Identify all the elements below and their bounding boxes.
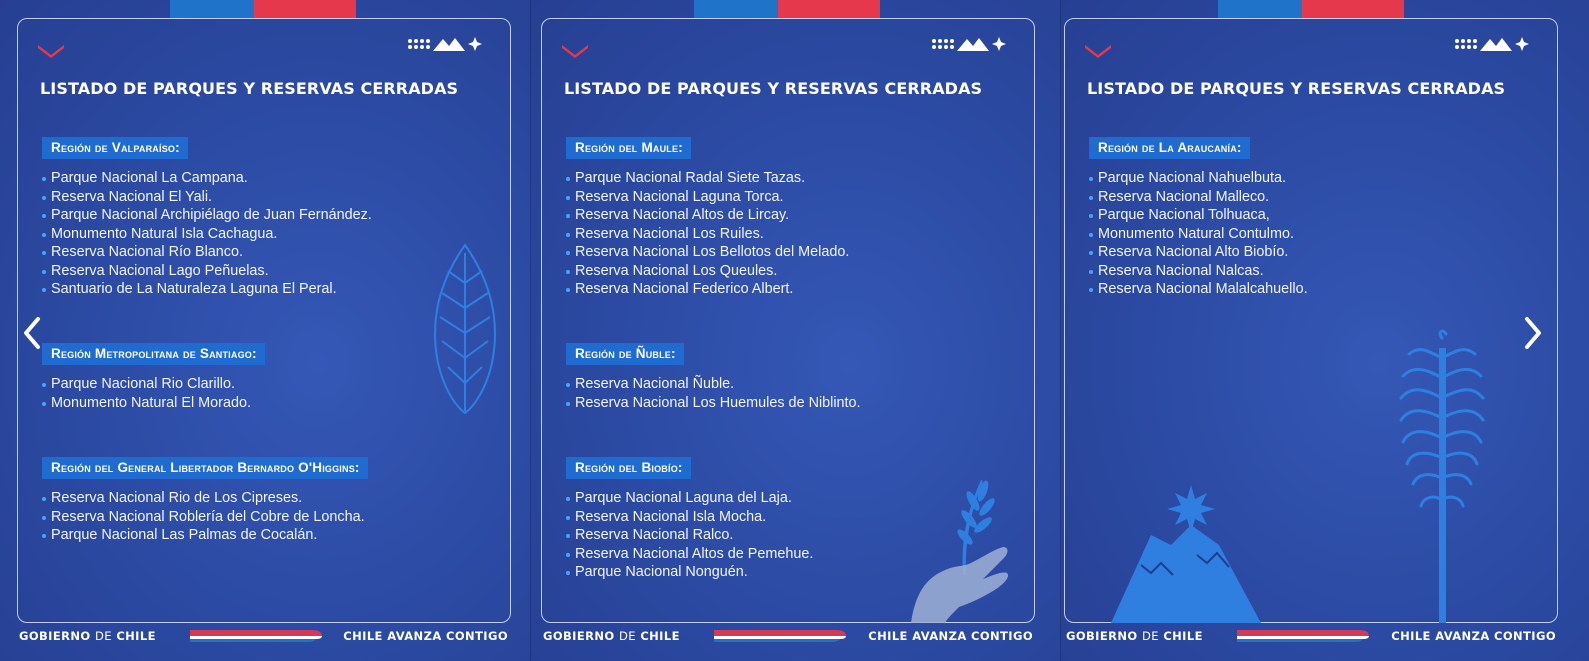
flag-stripe-red: [778, 0, 880, 18]
leaf-illustration-icon: [430, 243, 500, 415]
list-item: Reserva Nacional Nalcas.: [1089, 262, 1308, 281]
chevron-down-icon: [1085, 45, 1111, 58]
park-list: [42, 489, 368, 545]
chevron-down-icon: [562, 45, 588, 58]
list-item: Parque Nacional Laguna del Laja.: [566, 489, 813, 508]
park-list: [42, 375, 265, 412]
list-item: Parque Nacional Rio Clarillo.: [42, 375, 265, 394]
slogan: CHILE AVANZA CONTIGO: [1391, 629, 1556, 643]
chevron-right-icon[interactable]: [1521, 315, 1545, 351]
park-list: [566, 375, 861, 412]
park-list: [42, 169, 372, 299]
slogan: CHILE AVANZA CONTIGO: [343, 629, 508, 643]
list-item: Parque Nacional Nonguén.: [566, 563, 813, 582]
gov-bold-2: CHILE: [116, 629, 156, 643]
list-item: Reserva Nacional Los Huemules de Niblinto.: [566, 394, 861, 413]
list-item: Reserva Nacional Los Bellotos del Melado.: [566, 243, 849, 262]
list-item: Reserva Nacional Alto Biobío.: [1089, 243, 1308, 262]
list-item: Reserva Nacional Altos de Pemehue.: [566, 545, 813, 564]
list-item: Parque Nacional Radal Siete Tazas.: [566, 169, 849, 188]
list-item: Reserva Nacional Ralco.: [566, 526, 813, 545]
list-item: Reserva Nacional Laguna Torca.: [566, 188, 849, 207]
footer: [531, 625, 1061, 661]
region-section: [566, 343, 861, 412]
flag-stripe-blue: [1218, 0, 1302, 18]
flag-stripe-red: [254, 0, 356, 18]
gov-logo-text: [19, 629, 156, 643]
region-label: Región del Maule:: [566, 137, 691, 159]
park-list: [1089, 169, 1308, 299]
list-item: Reserva Nacional Rio de Los Cipreses.: [42, 489, 368, 508]
list-item: Reserva Nacional Altos de Lircay.: [566, 206, 849, 225]
region-section: [566, 137, 849, 299]
flag-stripe-blue: [170, 0, 254, 18]
araucaria-tree-illustration-icon: [1399, 328, 1485, 623]
flag-stripes-icon: [1237, 627, 1377, 643]
region-section: [1089, 137, 1308, 299]
region-label: Región del General Libertador Bernardo O'Higgins:: [42, 457, 368, 479]
slide-2: [530, 0, 1061, 661]
gov-light: DE: [618, 629, 636, 643]
page-title: LISTADO DE PARQUES Y RESERVAS CERRADAS: [1087, 79, 1506, 98]
flag-stripe-red: [1302, 0, 1404, 18]
slogan: CHILE AVANZA CONTIGO: [868, 629, 1033, 643]
list-item: Reserva Nacional Federico Albert.: [566, 280, 849, 299]
ministry-logo-icon: [407, 35, 503, 53]
park-list: [566, 489, 813, 582]
gov-bold-1: GOBIERNO: [19, 629, 91, 643]
list-item: Parque Nacional Las Palmas de Cocalán.: [42, 526, 368, 545]
gov-light: DE: [1141, 629, 1159, 643]
slide-1: [0, 0, 530, 661]
region-section: [42, 457, 368, 545]
list-item: Reserva Nacional Malalcahuello.: [1089, 280, 1308, 299]
slide-3: [1060, 0, 1589, 661]
mountains-sun-illustration-icon: [1111, 485, 1261, 623]
region-label: Región del Biobío:: [566, 457, 691, 479]
list-item: Reserva Nacional Los Ruiles.: [566, 225, 849, 244]
gov-bold-2: CHILE: [640, 629, 680, 643]
list-item: Monumento Natural El Morado.: [42, 394, 265, 413]
gov-bold-1: GOBIERNO: [543, 629, 615, 643]
page-title: LISTADO DE PARQUES Y RESERVAS CERRADAS: [564, 79, 983, 98]
footer: [1061, 625, 1589, 661]
list-item: Parque Nacional La Campana.: [42, 169, 372, 188]
list-item: Monumento Natural Contulmo.: [1089, 225, 1308, 244]
gov-bold-2: CHILE: [1163, 629, 1203, 643]
park-list: [566, 169, 849, 299]
flag-stripes-icon: [714, 627, 854, 643]
list-item: Parque Nacional Archipiélago de Juan Fernández.: [42, 206, 372, 225]
gov-bold-1: GOBIERNO: [1066, 629, 1138, 643]
region-label: Región de Valparaíso:: [42, 137, 188, 159]
gov-logo-text: [1066, 629, 1203, 643]
region-section: [42, 137, 372, 299]
ministry-logo-icon: [931, 35, 1027, 53]
region-label: Región de La Araucanía:: [1089, 137, 1250, 159]
list-item: Reserva Nacional Isla Mocha.: [566, 508, 813, 527]
ministry-logo-icon: [1454, 35, 1550, 53]
chevron-left-icon[interactable]: [20, 315, 44, 351]
page-title: LISTADO DE PARQUES Y RESERVAS CERRADAS: [40, 79, 459, 98]
list-item: Reserva Nacional Roblería del Cobre de Loncha.: [42, 508, 368, 527]
gov-logo-text: [543, 629, 680, 643]
list-item: Reserva Nacional Ñuble.: [566, 375, 861, 394]
hand-with-plant-illustration-icon: [903, 475, 1011, 623]
gov-light: DE: [94, 629, 112, 643]
region-section: [566, 457, 813, 582]
list-item: Monumento Natural Isla Cachagua.: [42, 225, 372, 244]
list-item: Reserva Nacional Río Blanco.: [42, 243, 372, 262]
footer: [0, 625, 530, 661]
region-label: Región de Ñuble:: [566, 343, 684, 365]
list-item: Reserva Nacional Los Queules.: [566, 262, 849, 281]
chevron-down-icon: [38, 45, 64, 58]
flag-stripe-blue: [694, 0, 778, 18]
list-item: Parque Nacional Nahuelbuta.: [1089, 169, 1308, 188]
region-label: Región Metropolitana de Santiago:: [42, 343, 265, 365]
list-item: Reserva Nacional El Yali.: [42, 188, 372, 207]
list-item: Reserva Nacional Lago Peñuelas.: [42, 262, 372, 281]
list-item: Reserva Nacional Malleco.: [1089, 188, 1308, 207]
flag-stripes-icon: [190, 627, 330, 643]
list-item: Parque Nacional Tolhuaca,: [1089, 206, 1308, 225]
list-item: Santuario de La Naturaleza Laguna El Peral.: [42, 280, 372, 299]
region-section: [42, 343, 265, 412]
